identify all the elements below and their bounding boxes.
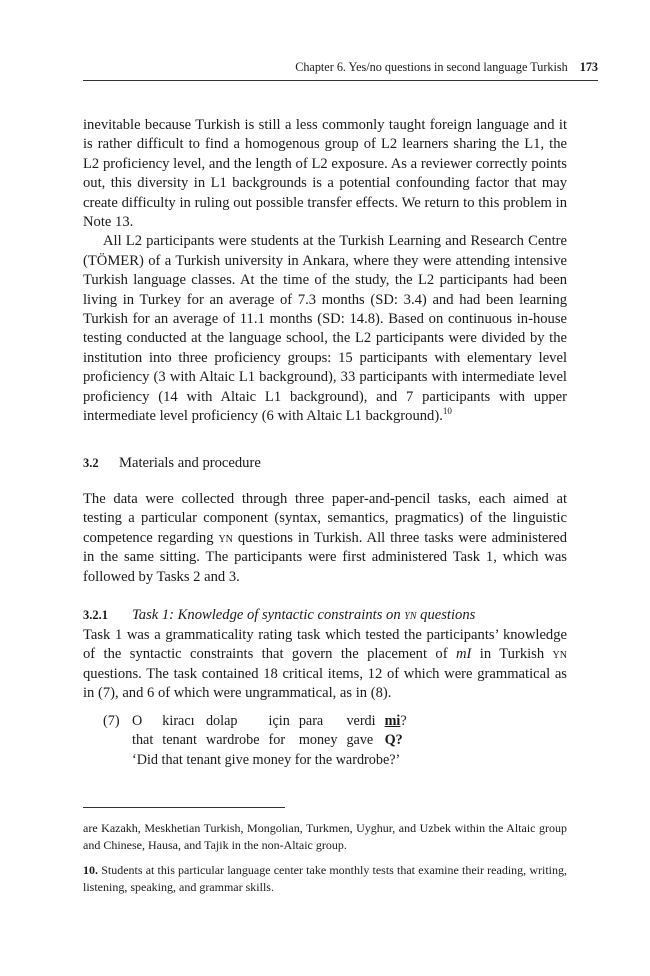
turkish-word: kiracı <box>162 713 195 729</box>
gloss-word: money <box>298 732 338 749</box>
question-mark: ? <box>400 713 407 729</box>
body-text-top <box>83 116 567 427</box>
question-particle <box>385 712 407 731</box>
footnote-10-text: Students at this particular language center take monthly tests that examine their reading, writing, listening, speaking, and grammar skills. <box>83 863 568 894</box>
materials-text-2: questions in Turkish. All three tasks were administered in the same sitting. The participants were first administered Task 1, which was followed by Tasks 2 and 3. <box>83 529 567 585</box>
footnote-10-number: 10. <box>83 863 98 877</box>
intro-paragraph: inevitable because Turkish is still a less commonly taught foreign language and it is rather difficult to find a homogenous group of L2 learners sharing the L1, the L2 proficiency level, and the length of L2 exposure. As a reviewer correctly points out, this diversity in L1 backgrounds is a potential confounding factor that may create difficulty in ruling out possible transfer effects. We return to this problem in Note 13. <box>83 117 567 231</box>
yn-abbrev: yn <box>552 646 567 663</box>
section-number: 3.2 <box>83 456 99 470</box>
section-heading <box>83 454 567 473</box>
yn-abbrev: yn <box>404 607 417 623</box>
turkish-word: para <box>298 713 324 729</box>
running-head <box>83 60 598 78</box>
example-number: (7) <box>103 713 120 729</box>
gloss-line <box>132 731 407 750</box>
footnote-10-paragraph <box>83 862 567 896</box>
subsection-title-1: Task 1: Knowledge of syntactic constraints on <box>132 607 405 623</box>
turkish-word: O <box>132 713 143 729</box>
subsection-title-2: questions <box>416 607 476 623</box>
subsection-title <box>132 607 475 623</box>
gloss-word: gave <box>346 732 374 749</box>
subsection-body <box>83 626 567 704</box>
interlinear-gloss <box>132 712 407 751</box>
footnote-continued <box>83 820 567 854</box>
turkish-word: için <box>268 713 290 729</box>
header-rule <box>83 80 598 81</box>
footnote-ref-10[interactable]: 10 <box>442 406 452 417</box>
footnote-rule <box>83 807 285 808</box>
footnote-10 <box>83 862 567 896</box>
section-body <box>83 490 567 587</box>
participants-text: All L2 participants were students at the Turkish Learning and Research Centre (TÖMER) of a Turkish university in Ankara, where they were attending intensive Turkish language classes. At the time of the study, the L2 participants had been living in Turkey for an average of 7.3 months (SD: 3.4) and had been learning Turkish for an average of 11.1 months (SD: 14.8). Based on continuous in-house testing conducted at the language school, the L2 participants were divided by the institution into three proficiency groups: 15 participants with elementary level proficiency (3 with Altaic L1 background), 33 participants with intermediate level proficiency (14 with Altaic L1 background), and 7 participants with upper intermediate level proficiency (6 with Altaic L1 background). <box>83 233 567 425</box>
task1-text-2: in Turkish <box>471 646 553 663</box>
yn-abbrev: yn <box>218 529 233 546</box>
question-particle-word: mi <box>384 713 401 729</box>
running-title: Chapter 6. Yes/no questions in second language Turkish <box>295 60 568 74</box>
task1-paragraph <box>83 626 567 704</box>
turkish-word: dolap <box>205 713 238 729</box>
subsection-heading <box>83 606 567 625</box>
gloss-particle: Q? <box>384 732 403 749</box>
page-number: 173 <box>579 60 598 74</box>
mi-particle: mI <box>455 646 472 663</box>
participants-paragraph <box>83 232 567 426</box>
task1-text-1: Task 1 was a grammaticality rating task which tested the participants’ knowledge of the syntactic constraints that govern the placement of <box>83 627 567 663</box>
gloss-word: that <box>132 732 154 749</box>
free-translation: ‘Did that tenant give money for the wardrobe?’ <box>132 751 401 768</box>
task1-text-3: questions. The task contained 18 critical items, 12 of which were grammatical as in (7), and 6 of which were ungrammatical, as in (8). <box>83 665 567 702</box>
gloss-word: wardrobe <box>205 732 260 749</box>
gloss-word: tenant <box>162 732 197 749</box>
materials-paragraph <box>83 490 567 587</box>
section-title: Materials and procedure <box>119 455 261 471</box>
footnote-continued-text: are Kazakh, Meskhetian Turkish, Mongolian, Turkmen, Uyghur, and Uzbek within the Altaic group and Chinese, Hausa, and Tajik in the non-Altaic group. <box>83 821 567 852</box>
gloss-word: for <box>268 732 286 749</box>
materials-text-1: The data were collected through three paper-and-pencil tasks, each aimed at testing a particular component (syntax, semantics, pragmatics) of the linguistic competence regarding <box>83 491 567 546</box>
subsection-number: 3.2.1 <box>83 608 108 622</box>
turkish-line <box>132 712 407 731</box>
turkish-word: verdi <box>346 713 376 729</box>
